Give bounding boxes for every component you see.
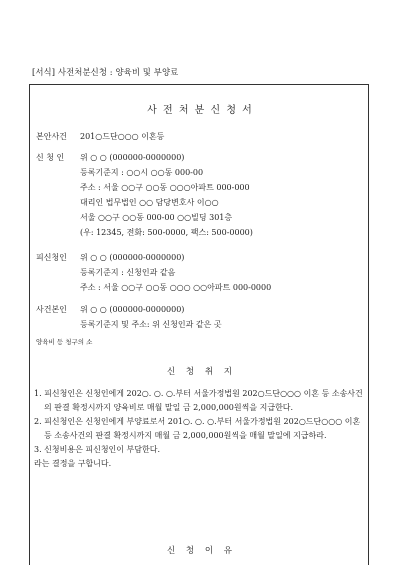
purpose-closing: 라는 결정을 구합니다. (34, 459, 112, 468)
reason-title: 신 청 이 유 (167, 546, 233, 556)
respondent-label: 피신청인 (36, 253, 67, 262)
applicant-line: (우: 12345, 전화: 500-0000, 팩스: 500-0000) (80, 228, 253, 237)
applicant-label: 신 청 인 (36, 153, 65, 162)
applicant-line: 서울 ○○구 ○○동 000-00 ○○빌딩 301층 (80, 213, 233, 222)
principal-line: 위 ○ ○ (000000-0000000) (80, 305, 185, 314)
purpose-item: 1. 피신청인은 신청인에게 202○. ○. ○.부터 서울가정법원 202○드단○○○ 이혼 등 소송사건의 판결 확정시까지 양육비로 매월 말일 금 2,000,000원씩을 지급한다. (34, 389, 363, 412)
applicant-line: 대리인 법무법인 ○○ 담당변호사 이○○ (80, 198, 219, 207)
respondent-line: 위 ○ ○ (000000-0000000) (80, 253, 185, 262)
principal-label: 사건본인 (36, 305, 67, 314)
application-form (29, 84, 369, 565)
applicant-line: 위 ○ ○ (000000-0000000) (80, 153, 185, 162)
form-header-label: [서식] 사전처분신청 : 양육비 및 부양료 (32, 67, 179, 77)
respondent-line: 주소 : 서울 ○○구 ○○동 ○○○ ○○아파트 000-0000 (80, 283, 272, 292)
principal-line: 등록기준지 및 주소: 위 신청인과 같은 곳 (80, 320, 222, 329)
purpose-title: 신 청 취 지 (167, 367, 233, 377)
form-title: 사 전 처 분 신 청 서 (147, 105, 253, 116)
purpose-item: 2. 피신청인은 신청인에게 부양료로서 201○. ○. ○.부터 서울가정법원 202○드단○○○ 이혼 등 소송사건의 판결 확정시까지 매월 금 2,000,000원씩을 매월 말일에 지급하라. (34, 417, 361, 440)
applicant-line: 등록기준지 : ○○시 ○○동 000-00 (80, 168, 204, 177)
claim-note: 양육비 등 청구의 소 (36, 338, 93, 346)
case-label: 본안사건 (36, 132, 67, 141)
purpose-body (34, 387, 364, 471)
purpose-item: 3. 신청비용은 피신청인이 부담한다. (34, 445, 160, 454)
respondent-line: 등록기준지 : 신청인과 같음 (80, 268, 176, 277)
applicant-line: 주소 : 서울 ○○구 ○○동 ○○○아파트 000-000 (80, 183, 250, 192)
case-value: 201○드단○○○ 이혼등 (80, 132, 165, 141)
